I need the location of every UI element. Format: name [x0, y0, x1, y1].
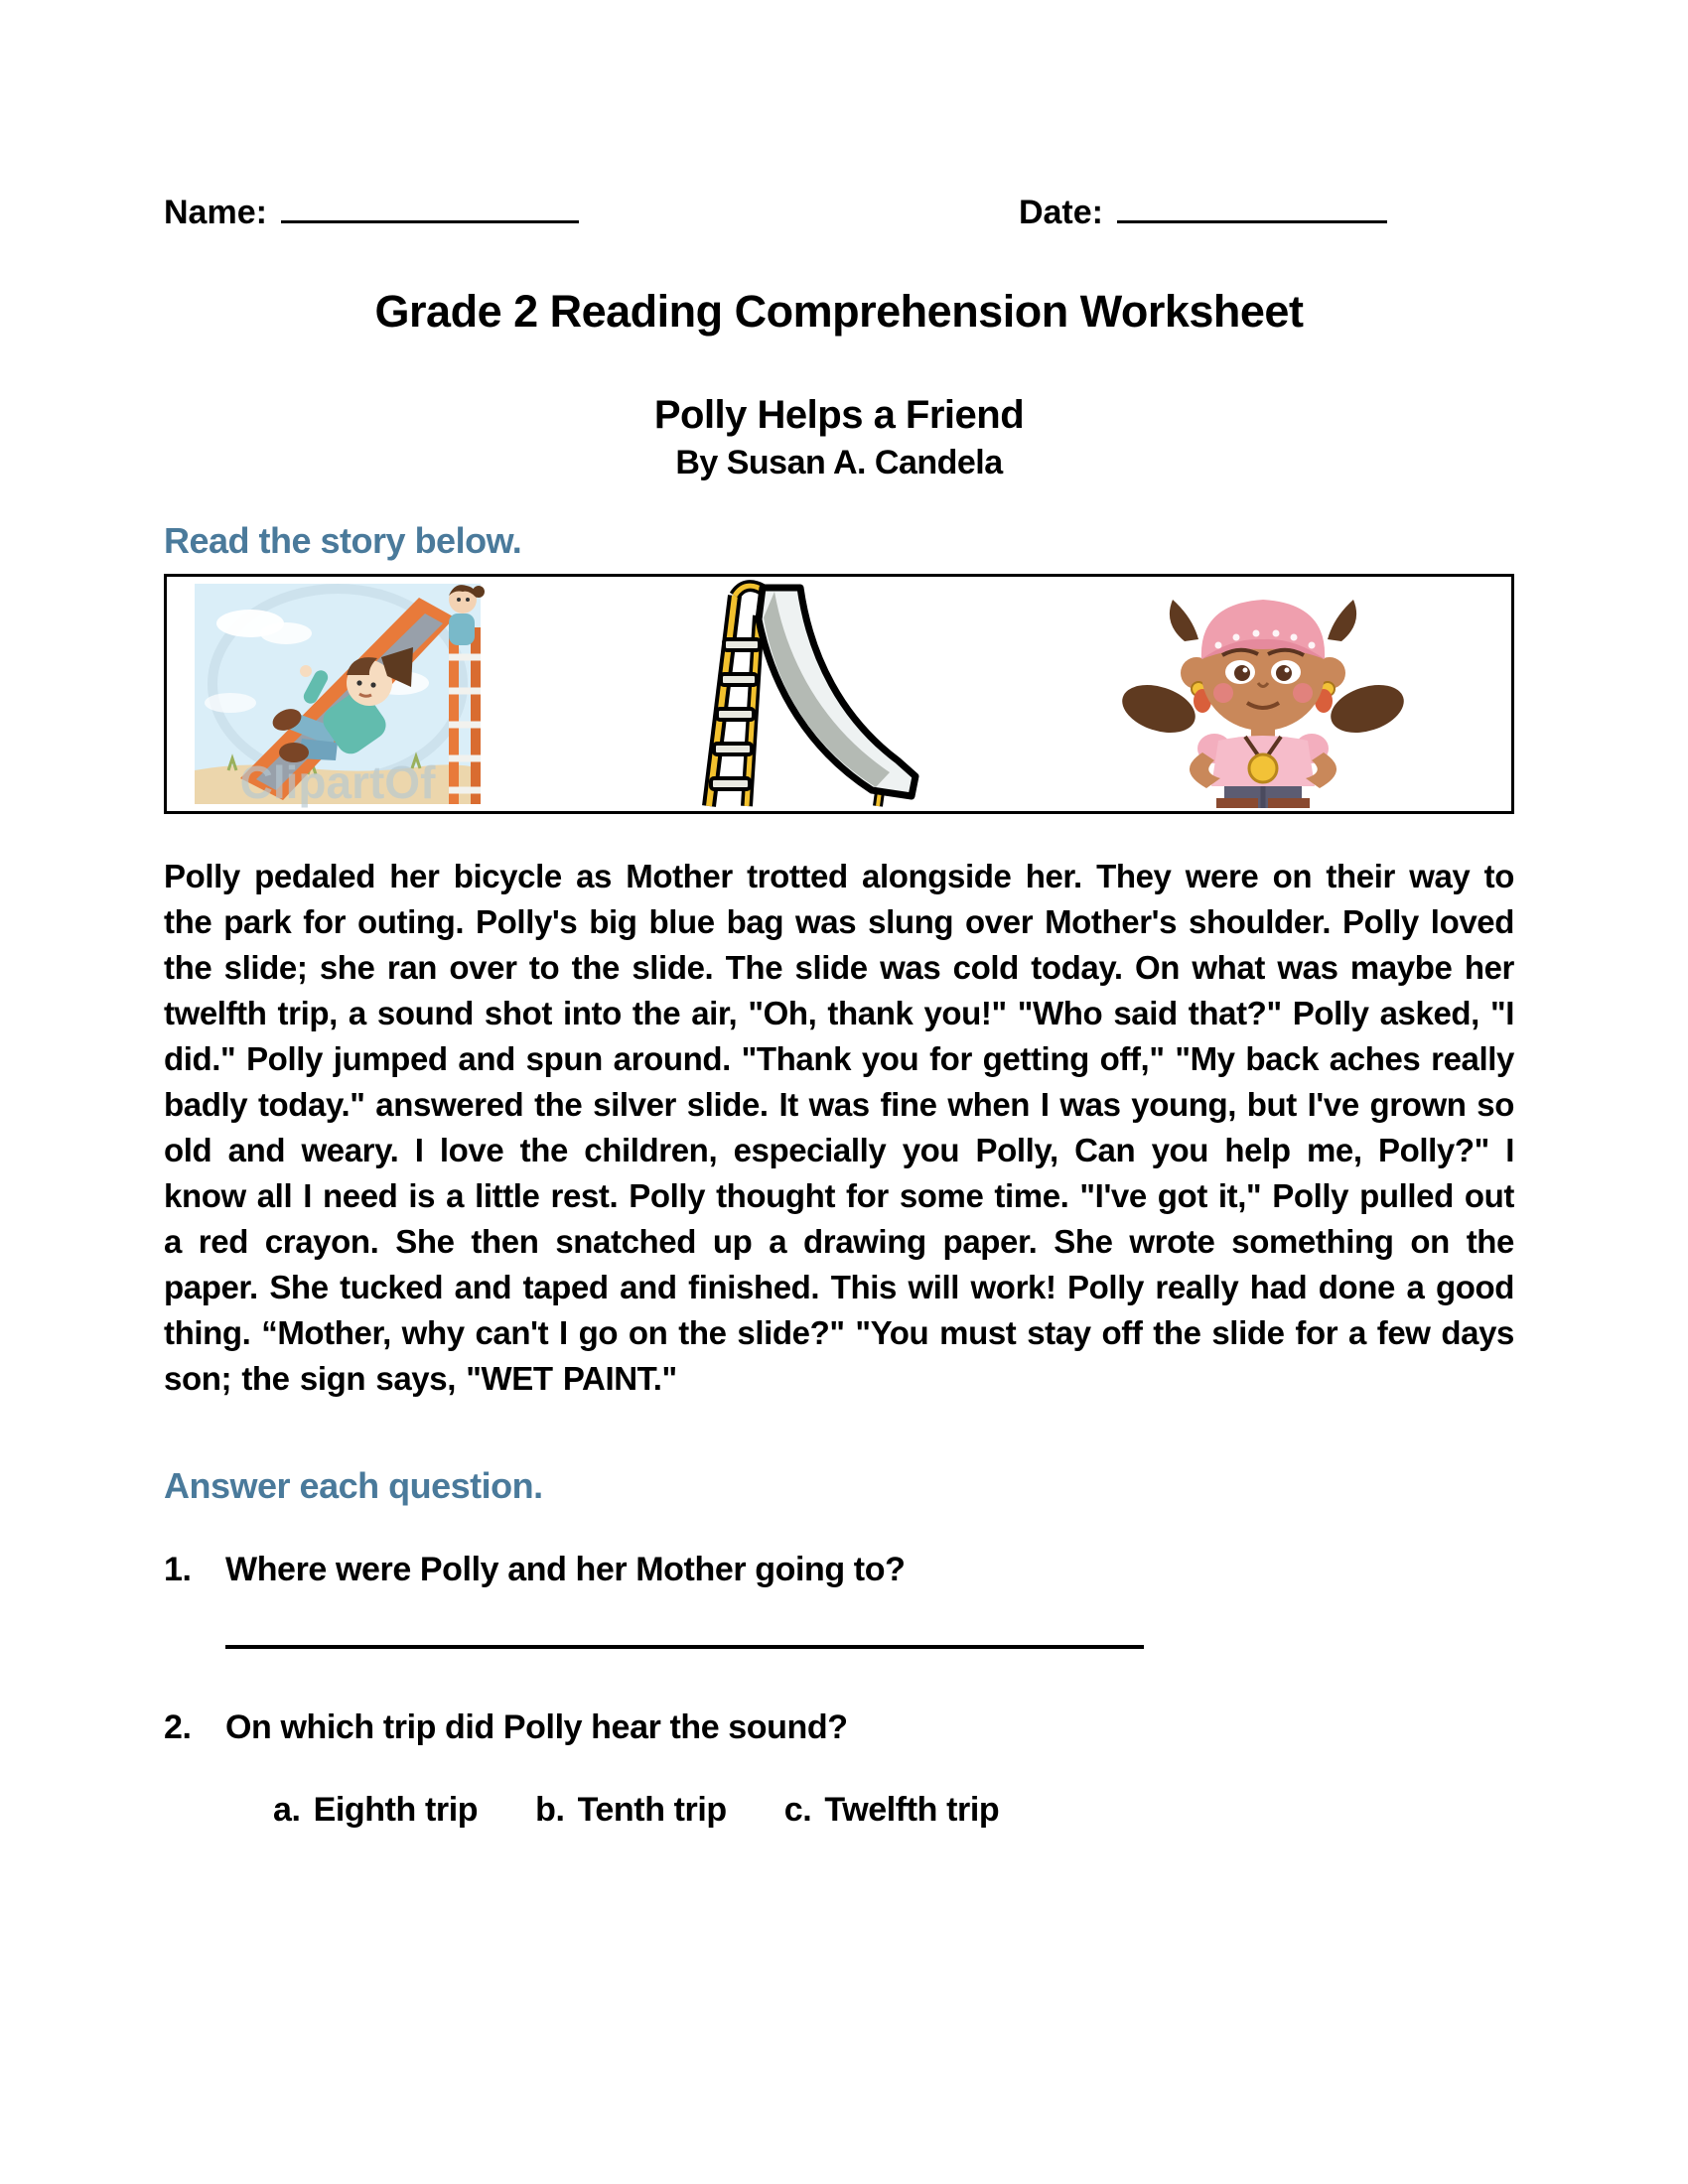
question-1-number: 1.	[164, 1551, 192, 1588]
option-b-text: Tenth trip	[577, 1791, 727, 1829]
question-1-answer-blank-line	[225, 1645, 1144, 1649]
answer-questions-heading: Answer each question.	[164, 1465, 543, 1506]
date-blank-line	[1117, 218, 1387, 223]
option-c-letter: c.	[783, 1791, 812, 1829]
option-a-letter: a.	[273, 1791, 301, 1829]
option-c	[784, 1791, 999, 1830]
story-author: By Susan A. Candela	[675, 444, 1003, 481]
question-2-options-row	[273, 1791, 1514, 1830]
playground-slide-image	[679, 580, 927, 808]
option-a-text: Eighth trip	[313, 1791, 479, 1829]
header-row	[164, 194, 1514, 232]
option-b-letter: b.	[535, 1791, 565, 1829]
name-field-group	[164, 194, 579, 232]
name-blank-line	[281, 218, 579, 223]
story-images-panel	[164, 574, 1514, 814]
question-2-number: 2.	[164, 1708, 192, 1746]
question-2-text: On which trip did Polly hear the sound?	[225, 1708, 848, 1746]
story-paragraph: Polly pedaled her bicycle as Mother trotted alongside her. They were on their way to the park for outing. Polly's big blue bag was slung over Mother's shoulder. Polly loved the slide; she ran over to the slide. The slide was cold today. On what was maybe her twelfth trip, a sound shot into the air, "Oh, thank you!" "Who said that?" Polly asked, "I did." Polly jumped and spun around. "Thank you for getting off," "My back aches really badly today." answered the silver slide. It was fine when I was young, but I've grown so old and weary. I love the children, especially you Polly, Can you help me, Polly?" I know all I need is a little rest. Polly thought for some time. "I've got it," Polly pulled out a red crayon. She then snatched up a drawing paper. She wrote something on the paper. She tucked and taped and finished. This will work! Polly really had done a good thing. “Mother, why can't I go on the slide?" "You must stay off the slide for a few days son; the sign says, "WET PAINT."	[164, 858, 1514, 1397]
story-title: Polly Helps a Friend	[653, 393, 1025, 437]
option-a	[273, 1791, 478, 1830]
option-b	[535, 1791, 727, 1830]
question-2	[164, 1708, 1514, 1747]
children-on-slide-image	[189, 580, 487, 808]
name-label: Name:	[164, 194, 267, 231]
option-c-text: Twelfth trip	[824, 1791, 1000, 1829]
date-label: Date:	[1018, 194, 1103, 231]
question-1-text: Where were Polly and her Mother going to?	[225, 1551, 906, 1588]
page-title: Grade 2 Reading Comprehension Worksheet	[374, 286, 1304, 337]
clipartof-watermark: ClipartOf	[239, 756, 436, 808]
question-1	[164, 1551, 1514, 1589]
cartoon-girl-image	[1119, 580, 1407, 808]
read-story-heading: Read the story below.	[164, 520, 522, 561]
date-field-group	[1019, 194, 1387, 232]
